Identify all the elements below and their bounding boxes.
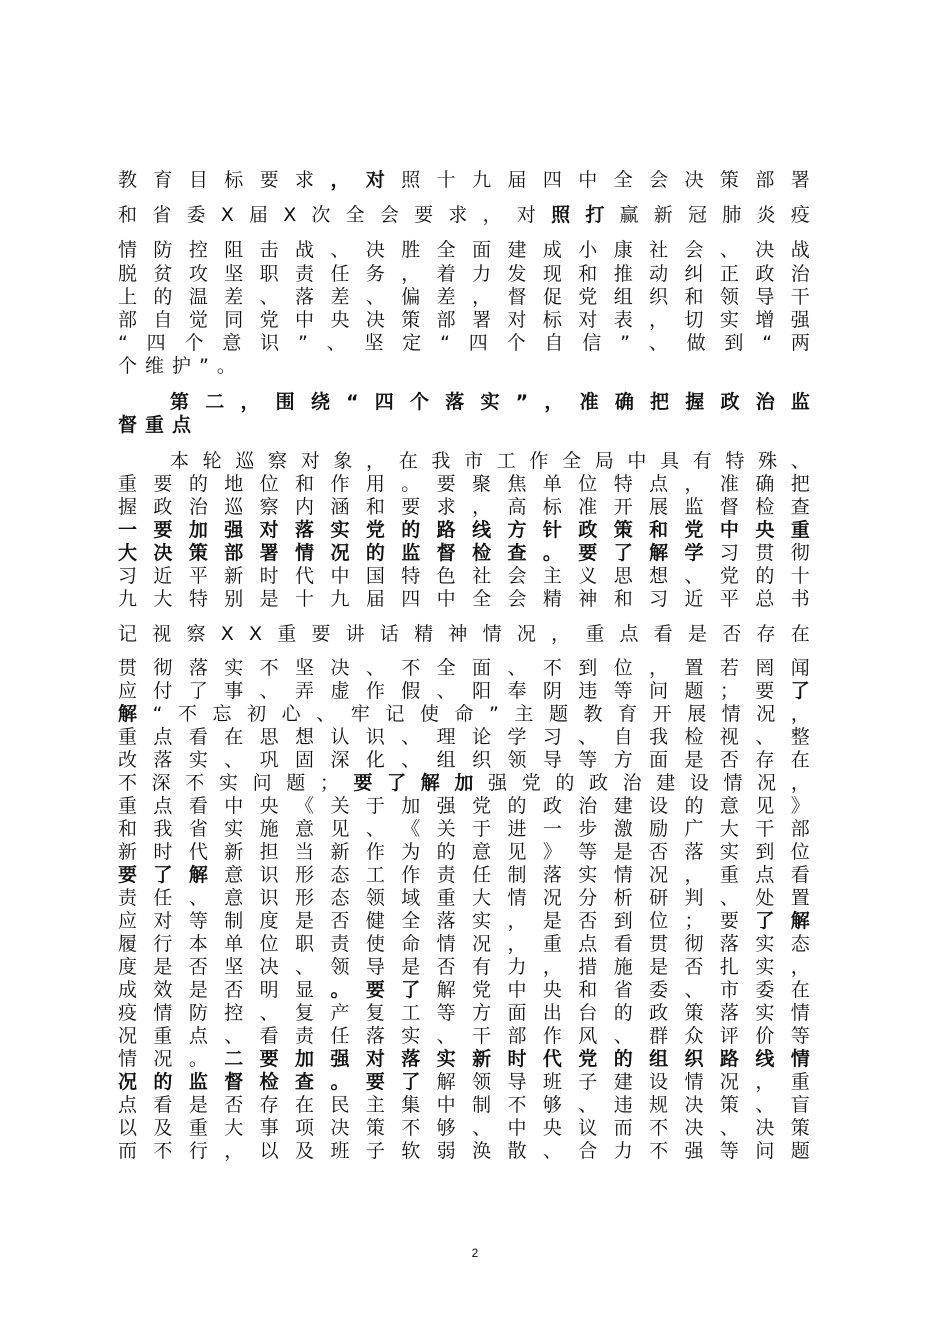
- text-line: 部 自 觉 同 党 中 央 决 策 部 署 对 标 对 表 ， 切 实 增 强: [118, 309, 810, 331]
- text-line: 重 要 的 地 位 和 作 用 。 要 聚 焦 单 位 特 点 ， 准 确 把: [118, 473, 810, 495]
- text-line: 本 轮 巡 察 对 象 ， 在 我 市 工 作 全 局 中 具 有 特 殊 、: [170, 450, 810, 472]
- text-line: 情 况 。 二 要 加 强 对 落 实 新 时 代 党 的 组 织 路 线 情: [118, 1048, 810, 1070]
- text-line: 解 “ 不 忘 初 心 、 牢 记 使 命 ” 主 题 教 育 开 展 情 况 ，: [118, 703, 810, 725]
- text-line: 成 效 是 否 明 显 。 要 了 解 党 中 央 和 省 委 、 市 委 在: [118, 979, 810, 1001]
- text-line: 度 是 否 坚 决 、 领 导 是 否 有 力 ， 措 施 是 否 扎 实 ，: [118, 956, 810, 978]
- text-line: 重 点 看 中 央 《 关 于 加 强 党 的 政 治 建 设 的 意 见 》: [118, 795, 810, 817]
- text-line: 以 及 重 大 事 项 决 策 不 够 、 中 央 议 而 不 决 、 决 策: [118, 1117, 810, 1139]
- text-line: 疫 情 防 控 、 复 产 复 工 等 方 面 出 台 的 政 策 落 实 情: [118, 1002, 810, 1024]
- text-line: 况 的 监 督 检 查 。 要 了 解 领 导 班 子 建 设 情 况 ， 重: [118, 1071, 810, 1093]
- text-line: 和 省 委 X 届 X 次 全 会 要 求 ， 对 照 打 赢 新 冠 肺 炎 疫: [118, 204, 810, 226]
- text-line: 应 对 等 制 度 是 否 健 全 落 实 ， 是 否 到 位 ； 要 了 解: [118, 910, 810, 932]
- text-line: 九 大 特 别 是 十 九 届 四 中 全 会 精 神 和 习 近 平 总 书: [118, 588, 810, 610]
- text-line: 习 近 平 新 时 代 中 国 特 色 社 会 主 义 思 想 、 党 的 十: [118, 565, 810, 587]
- text-line: 重 点 看 在 思 想 认 识 、 理 论 学 习 、 自 我 检 视 、 整: [118, 726, 810, 748]
- text-line: 不 深 不 实 问 题 ； 要 了 解 加 强 党 的 政 治 建 设 情 况 ，: [118, 772, 810, 794]
- text-line: 督 重 点: [118, 414, 192, 436]
- text-line: 新 时 代 新 担 当 新 作 为 的 意 见 》 等 是 否 落 实 到 位: [118, 841, 810, 863]
- text-line: 而 不 行 ， 以 及 班 子 软 弱 涣 散 、 合 力 不 强 等 问 题: [118, 1140, 810, 1162]
- text-line: 上 的 温 差 、 落 差 、 偏 差 ， 督 促 党 组 织 和 领 导 干: [118, 286, 810, 308]
- text-line: 和 我 省 实 施 意 见 、 《 关 于 进 一 步 激 励 广 大 干 部: [118, 818, 810, 840]
- text-line: 应 付 了 事 、 弄 虚 作 假 、 阳 奉 阴 违 等 问 题 ； 要 了: [118, 680, 810, 702]
- text-line: “ 四 个 意 识 ” 、 坚 定 “ 四 个 自 信 ” 、 做 到 “ 两: [118, 332, 810, 354]
- text-line: 第 二 ， 围 绕 “ 四 个 落 实 ” ， 准 确 把 握 政 治 监: [170, 391, 810, 413]
- text-line: 履 行 本 单 位 职 责 使 命 情 况 ， 重 点 看 贯 彻 落 实 态: [118, 933, 810, 955]
- text-line: 要 了 解 意 识 形 态 工 作 责 任 制 落 实 情 况 ， 重 点 看: [118, 864, 810, 886]
- text-line: 况 重 点 、 看 责 任 落 实 、 干 部 作 风 、 群 众 评 价 等: [118, 1025, 810, 1047]
- text-line: 个 维 护 ” 。: [118, 355, 236, 377]
- text-line: 大 决 策 部 署 情 况 的 监 督 检 查 。 要 了 解 学 习 贯 彻: [118, 542, 810, 564]
- text-line: 教 育 目 标 要 求 ， 对 照 十 九 届 四 中 全 会 决 策 部 署: [118, 169, 810, 191]
- text-line: 责 任 、 意 识 形 态 领 域 重 大 情 况 分 析 研 判 、 处 置: [118, 887, 810, 909]
- page-number: 2: [471, 1246, 479, 1260]
- text-line: 点 看 是 否 存 在 民 主 集 中 制 不 够 、 违 规 决 策 、 盲: [118, 1094, 810, 1116]
- text-line: 情 防 控 阻 击 战 、 决 胜 全 面 建 成 小 康 社 会 、 决 战: [118, 239, 810, 261]
- text-line: 脱 贫 攻 坚 职 责 任 务 ， 着 力 发 现 和 推 动 纠 正 政 治: [118, 263, 810, 285]
- text-line: 改 落 实 、 巩 固 深 化 、 组 织 领 导 等 方 面 是 否 存 在: [118, 749, 810, 771]
- text-line: 贯 彻 落 实 不 坚 决 、 不 全 面 、 不 到 位 ， 置 若 罔 闻: [118, 657, 810, 679]
- text-line: 一 要 加 强 对 落 实 党 的 路 线 方 针 政 策 和 党 中 央 重: [118, 519, 810, 541]
- text-line: 记 视 察 X X 重 要 讲 话 精 神 情 况 ， 重 点 看 是 否 存 在: [118, 623, 810, 645]
- text-line: 握 政 治 巡 察 内 涵 和 要 求 ， 高 标 准 开 展 监 督 检 查: [118, 496, 810, 518]
